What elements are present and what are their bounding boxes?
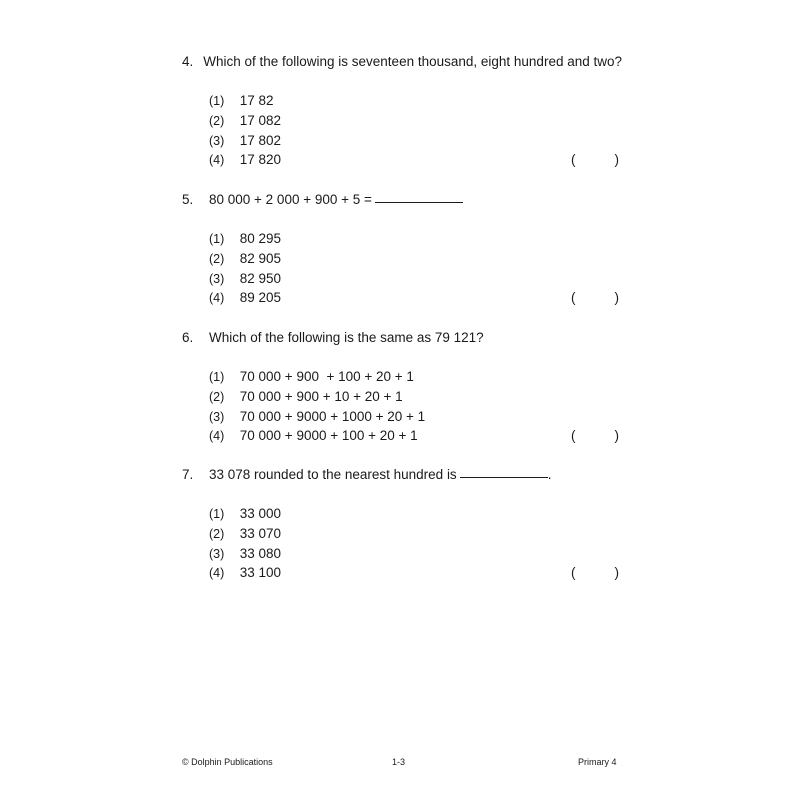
option-text: 70 000 + 9000 + 1000 + 20 + 1 [239,408,426,424]
option-4[interactable] [209,563,622,583]
answer-blank[interactable] [375,191,463,203]
option-label: (3) [209,409,225,424]
option-text: 82 905 [239,250,282,266]
option-text: 33 100 [239,565,282,581]
option-text: 17 820 [239,152,282,168]
option-label: (4) [209,566,225,581]
option-2[interactable] [209,111,622,131]
question-7 [182,466,622,581]
option-label: (1) [209,232,225,246]
option-3[interactable] [209,269,622,289]
option-1[interactable] [209,367,622,387]
option-text: 17 802 [239,132,282,148]
option-label: (1) [209,370,225,384]
question-4 [182,53,622,168]
bracket-close: ) [614,428,619,444]
option-label: (1) [209,507,225,521]
option-text: 70 000 + 9000 + 100 + 20 + 1 [239,428,418,444]
question-5 [182,191,622,306]
option-text: 82 950 [239,270,282,286]
options-list [209,91,622,170]
option-1[interactable] [209,91,622,111]
option-2[interactable] [209,387,622,407]
question-suffix: . [547,467,552,482]
question-number: 4. [182,54,194,69]
bracket-open: ( [571,428,576,444]
question-text: Which of the following is the same as 79 121? [209,330,484,345]
option-3[interactable] [209,131,622,151]
options-list [209,504,622,583]
option-label: (2) [209,251,225,266]
option-4[interactable] [209,426,622,446]
option-text: 33 080 [239,545,282,561]
question-text: Which of the following is seventeen thousand, eight hundred and two? [203,54,622,69]
question-text: 33 078 rounded to the nearest hundred is [209,467,457,482]
bracket-close: ) [614,565,619,581]
question-number: 7. [182,467,194,482]
option-label: (3) [209,546,225,561]
option-1[interactable] [209,504,622,524]
option-label: (4) [209,153,225,168]
option-text: 89 205 [239,290,282,306]
option-text: 17 82 [239,93,274,108]
option-label: (2) [209,389,225,404]
option-text: 33 000 [239,506,282,521]
answer-bracket[interactable] [571,426,619,446]
bracket-close: ) [614,152,619,168]
answer-bracket[interactable] [571,150,619,170]
question-text: 80 000 + 2 000 + 900 + 5 = [209,192,372,207]
option-1[interactable] [209,229,622,249]
options-list [209,367,622,446]
option-text: 33 070 [239,525,282,541]
option-label: (4) [209,291,225,306]
answer-bracket[interactable] [571,563,619,583]
option-3[interactable] [209,407,622,427]
options-list [209,229,622,308]
bracket-open: ( [571,152,576,168]
option-text: 17 082 [239,112,282,128]
option-label: (2) [209,113,225,128]
option-4[interactable] [209,288,622,308]
option-label: (1) [209,94,225,108]
option-text: 80 295 [239,231,282,246]
footer-publisher: © Dolphin Publications [182,757,273,767]
question-number: 6. [182,330,194,345]
answer-bracket[interactable] [571,288,619,308]
option-label: (4) [209,429,225,444]
bracket-open: ( [571,565,576,581]
option-text: 70 000 + 900 + 10 + 20 + 1 [239,388,403,404]
answer-blank[interactable] [460,466,548,478]
option-label: (3) [209,271,225,286]
question-number: 5. [182,192,194,207]
option-label: (2) [209,526,225,541]
footer-level: Primary 4 [578,757,617,767]
question-6 [182,329,622,444]
option-label: (3) [209,133,225,148]
question-stem [182,191,622,209]
question-stem [182,53,622,71]
option-text: 70 000 + 900 + 100 + 20 + 1 [239,369,414,384]
footer-page-number: 1-3 [392,757,406,767]
option-2[interactable] [209,249,622,269]
option-2[interactable] [209,524,622,544]
option-3[interactable] [209,544,622,564]
bracket-open: ( [571,290,576,306]
option-4[interactable] [209,150,622,170]
question-stem [182,329,622,347]
question-stem [182,466,622,484]
bracket-close: ) [614,290,619,306]
